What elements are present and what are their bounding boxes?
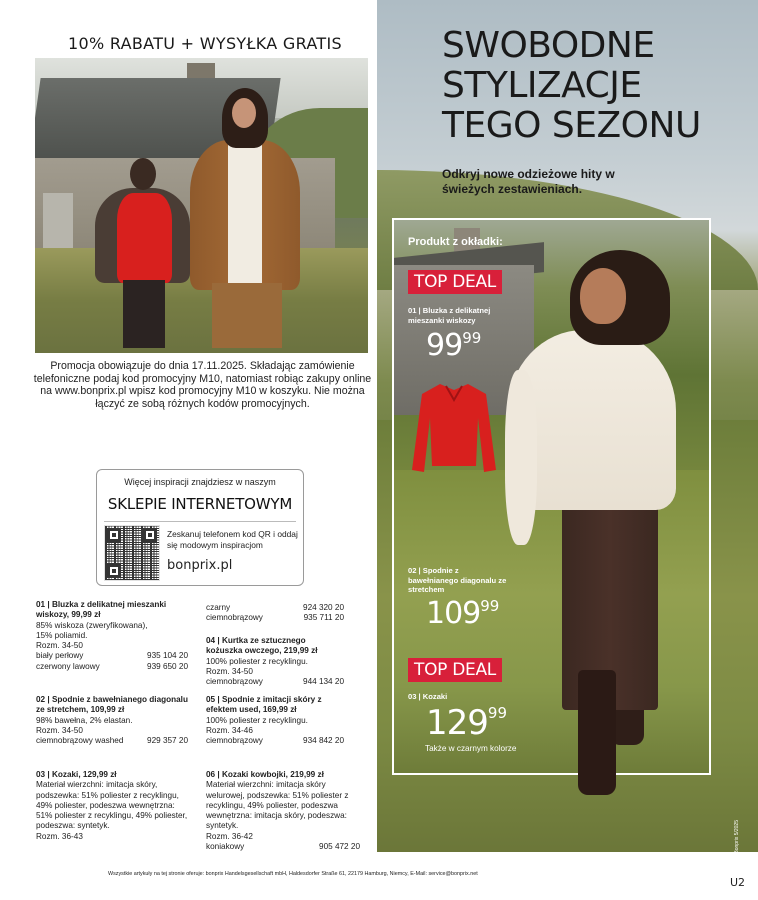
price-01: $99^{99}$ [426, 328, 482, 363]
page-subtitle: Odkryj nowe odzieżowe hity w świeżych zestawieniach. [442, 167, 615, 196]
promo-header: 10% RABATU + WYSYŁKA GRATIS [68, 34, 342, 53]
page-number: U2 [730, 876, 746, 889]
spec-variant: ciemnobrązowy 944 134 20 [206, 677, 344, 687]
spec-material: Materiał wierzchni: imitacja skóry welurowej, podszewka: 51% poliester z recyklingu, 49% poliester, podeszwa wewnętrzna: imitacja skóry, podeszwa: syntetyk. [206, 780, 349, 831]
spec-size: Rozm. 34-50 [36, 725, 83, 735]
spec-size: Rozm. 34-46 [206, 725, 253, 735]
product-spec-02 [36, 695, 188, 746]
top-deal-badge: TOP DEAL [408, 658, 502, 682]
promo-terms: Promocja obowiązuje do dnia 17.11.2025. Składając zamówienie telefoniczne podaj kod promocyjny M10, natomiast robiąc zakupy online na www.bonprix.pl wpisz kod promocyjny M10 w koszyku. Nie można łączyć ze sobą różnych kodów promocyjnych. [33, 360, 372, 410]
spec-material: 98% bawełna, 2% elastan. [36, 715, 133, 725]
spec-material: 15% poliamid. [36, 630, 88, 640]
spec-material: 85% wiskoza (zweryfikowana), [36, 620, 148, 630]
item-label-03: 03 | Kozaki [408, 692, 448, 701]
shop-heading: SKLEPIE INTERNETOWYM [107, 495, 293, 513]
model-shearling-jacket [190, 88, 300, 353]
color-note: Także w czarnym kolorze [425, 744, 517, 753]
price-02: $109^{99}$ [426, 596, 500, 631]
divider [104, 521, 296, 522]
online-shop-box[interactable] [96, 469, 304, 586]
legal-footer: Wszystkie artykuły na tej stronie oferuje: bonprix Handelsgesellschaft mbH, Haldesdorfer Straße 61, 22179 Hamburg, Niemcy, E-Mail: service@bonprix.net [108, 871, 478, 877]
red-blouse-image[interactable] [410, 378, 498, 474]
product-spec-04 [206, 636, 344, 687]
product-spec-03 [36, 770, 188, 842]
spec-variant: ciemnobrązowy washed 929 357 20 [36, 736, 188, 746]
spec-title: 02 | Spodnie z bawełnianego diagonalu ze stretchem, 109,99 zł [36, 695, 188, 715]
spec-variant: ciemnobrązowy 934 842 20 [206, 736, 344, 746]
spec-title: 01 | Bluzka z delikatnej mieszanki wiskozy, 99,99 zł [36, 600, 167, 620]
spec-size: Rozm. 36-42 [206, 831, 253, 841]
spec-size: Rozm. 36-43 [36, 831, 83, 841]
spec-variant: biały perłowy 935 104 20 [36, 651, 188, 661]
hero-photo-left [35, 58, 368, 353]
shop-scan-text: Zeskanuj telefonem kod QR i oddaj się modowym inspiracjom [167, 529, 298, 550]
product-spec-06 [206, 770, 360, 852]
spec-title: 06 | Kozaki kowbojki, 219,99 zł [206, 770, 324, 779]
product-spec-03-variants [206, 603, 344, 624]
product-spec-05 [206, 695, 344, 746]
spec-title: 05 | Spodnie z imitacji skóry z efektem used, 169,99 zł [206, 695, 322, 715]
shop-intro: Więcej inspiracji znajdziesz w naszym [124, 477, 276, 487]
spec-size: Rozm. 34-50 [206, 666, 253, 676]
item-label-02: 02 | Spodnie z bawełnianego diagonalu ze stretchem [408, 566, 507, 594]
spec-size: Rozm. 34-50 [36, 641, 83, 651]
spec-title: 04 | Kurtka ze sztucznego kożuszka owczego, 219,99 zł [206, 636, 318, 656]
cover-model [500, 250, 682, 800]
item-label-01: 01 | Bluzka z delikatnej mieszanki wiskozy [408, 306, 491, 325]
spec-variant: czerwony lawowy 939 650 20 [36, 661, 188, 671]
spec-title: 03 | Kozaki, 129,99 zł [36, 770, 117, 779]
spec-variant: ciemnobrązowy 935 711 20 [206, 613, 344, 623]
model-red-blouse [95, 158, 195, 348]
spec-material: 100% poliester z recyklingu. [206, 715, 308, 725]
spec-material: Materiał wierzchni: imitacja skóry, podszewka: 51% poliester z recyklingu, 49% poliester, podeszwa wewnętrzna: 51% poliester z recyklingu, 49% poliester, podeszwa: syntetyk. [36, 780, 188, 831]
page-title: SWOBODNE STYLIZACJE TEGO SEZONU [442, 25, 701, 146]
spec-material: 100% poliester z recyklingu. [206, 656, 308, 666]
product-spec-01 [36, 600, 188, 672]
shop-url-link[interactable]: bonprix.pl [167, 558, 233, 573]
photo-credit: Bonprix 5/2025 [734, 820, 740, 854]
top-deal-badge: TOP DEAL [408, 270, 502, 294]
spec-variant: koniakowy 905 472 20 [206, 842, 360, 852]
card-label: Produkt z okładki: [408, 236, 503, 248]
price-03: $129^{99}$ [426, 703, 507, 743]
spec-variant: czarny 924 320 20 [206, 603, 344, 612]
qr-code-icon[interactable] [104, 525, 160, 581]
